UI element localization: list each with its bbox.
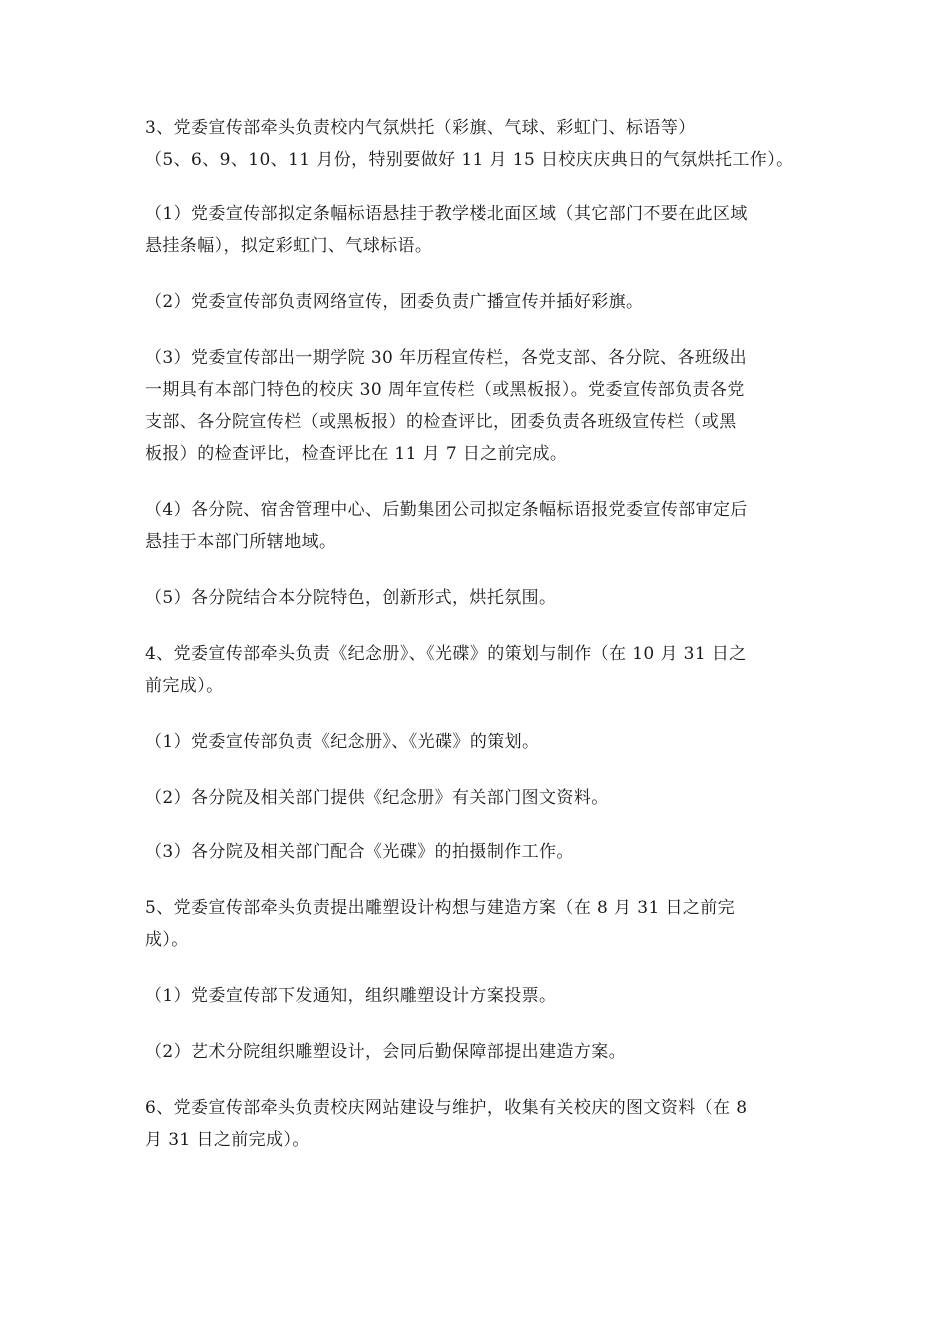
text-line: 6、党委宣传部牵头负责校庆网站建设与维护，收集有关校庆的图文资料（在 8 <box>145 1098 748 1118</box>
text-line: 4、党委宣传部牵头负责《纪念册》、《光碟》的策划与制作（在 10 月 31 日之 <box>145 644 747 664</box>
text-line: （1）党委宣传部负责《纪念册》、《光碟》的策划。 <box>145 732 540 752</box>
paragraph-item-3-2 <box>145 286 825 318</box>
text-line: 板报）的检查评比，检查评比在 11 月 7 日之前完成。 <box>145 444 568 464</box>
text-line: 悬挂于本部门所辖地域。 <box>145 532 337 552</box>
paragraph-item-3-4 <box>145 494 825 558</box>
paragraph-item-4 <box>145 638 825 702</box>
paragraph-item-5 <box>145 892 825 956</box>
text-line: （3）各分院及相关部门配合《光碟》的拍摄制作工作。 <box>145 842 574 862</box>
text-line: 支部、各分院宣传栏（或黑板报）的检查评比，团委负责各班级宣传栏（或黑 <box>145 412 737 432</box>
text-line: （2）党委宣传部负责网络宣传，团委负责广播宣传并插好彩旗。 <box>145 292 644 312</box>
text-line: 一期具有本部门特色的校庆 30 周年宣传栏（或黑板报）。党委宣传部负责各党 <box>145 380 745 400</box>
text-line: （2）艺术分院组织雕塑设计，会同后勤保障部提出建造方案。 <box>145 1042 627 1062</box>
text-line: 前完成）。 <box>145 676 224 696</box>
text-line: 成）。 <box>145 930 189 950</box>
paragraph-item-3-1 <box>145 198 825 262</box>
text-line: （2）各分院及相关部门提供《纪念册》有关部门图文资料。 <box>145 788 609 808</box>
paragraph-item-3-3 <box>145 342 825 470</box>
paragraph-item-3 <box>145 112 825 176</box>
text-line: （1）党委宣传部拟定条幅标语悬挂于教学楼北面区域（其它部门不要在此区域 <box>145 204 748 224</box>
paragraph-item-4-3 <box>145 836 825 868</box>
text-line: 5、党委宣传部牵头负责提出雕塑设计构想与建造方案（在 8 月 31 日之前完 <box>145 898 736 918</box>
paragraph-item-4-1 <box>145 726 825 758</box>
text-line: 3、党委宣传部牵头负责校内气氛烘托（彩旗、气球、彩虹门、标语等） <box>145 118 696 138</box>
text-line: 悬挂条幅），拟定彩虹门、气球标语。 <box>145 236 433 256</box>
paragraph-item-6 <box>145 1092 825 1156</box>
text-line: （5、6、9、10、11 月份，特别要做好 11 月 15 日校庆庆典日的气氛烘托工作）。 <box>145 150 794 170</box>
text-line: （3）党委宣传部出一期学院 30 年历程宣传栏，各党支部、各分院、各班级出 <box>145 348 748 368</box>
paragraph-item-4-2 <box>145 782 825 814</box>
text-line: （5）各分院结合本分院特色，创新形式，烘托氛围。 <box>145 588 557 608</box>
paragraph-item-5-2 <box>145 1036 825 1068</box>
paragraph-item-5-1 <box>145 980 825 1012</box>
paragraph-item-3-5 <box>145 582 825 614</box>
text-line: （4）各分院、宿舍管理中心、后勤集团公司拟定条幅标语报党委宣传部审定后 <box>145 500 748 520</box>
text-line: （1）党委宣传部下发通知，组织雕塑设计方案投票。 <box>145 986 557 1006</box>
text-line: 月 31 日之前完成）。 <box>145 1130 310 1150</box>
